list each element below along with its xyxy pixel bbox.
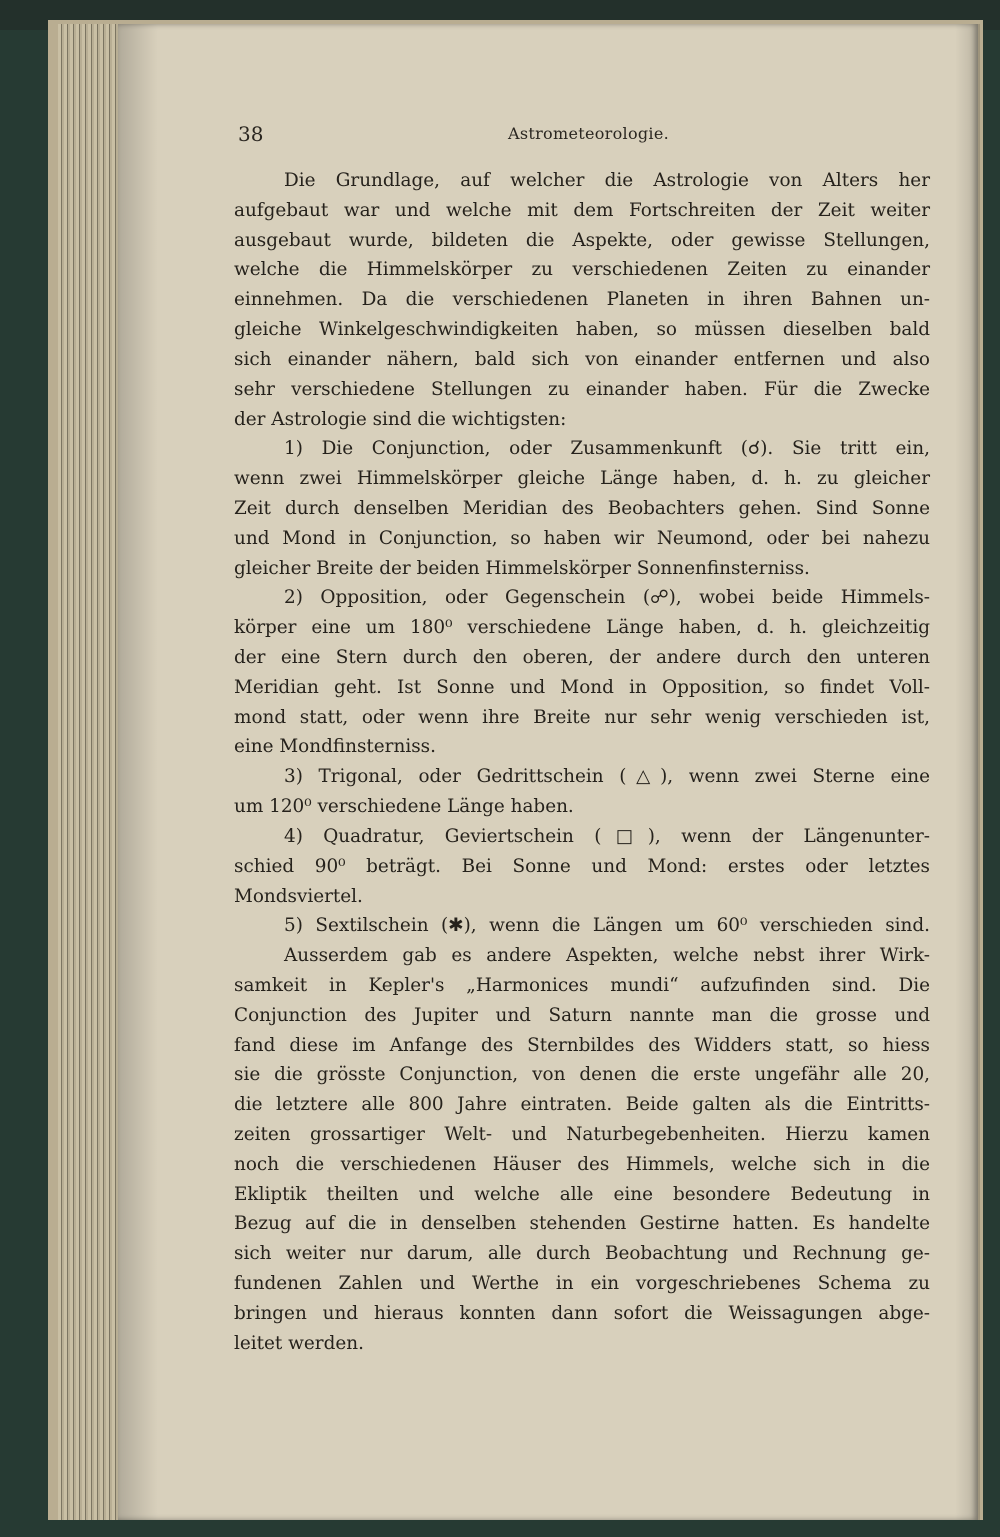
- page-number: 38: [238, 122, 264, 146]
- text-line: Ekliptik theilten und welche alle eine besondere Bedeutung in: [234, 1183, 930, 1205]
- text-line: der eine Stern durch den oberen, der andere durch den unteren: [234, 647, 930, 668]
- text-line: samkeit in Kepler's „Harmonices mundi“ aufzufinden sind. Die: [234, 974, 930, 996]
- running-title: Astrometeorologie.: [508, 124, 669, 143]
- text-line: zeiten grossartiger Welt- und Naturbegebenheiten. Hierzu kamen: [234, 1124, 930, 1145]
- running-header: [236, 120, 930, 150]
- text-line: Die Grundlage, auf welcher die Astrologie von Alters her: [284, 170, 930, 191]
- text-line: eine Mondfinsterniss.: [234, 736, 436, 758]
- text-line: Mondsviertel.: [234, 885, 363, 907]
- text-line: aufgebaut war und welche mit dem Fortschreiten der Zeit weiter: [234, 199, 930, 221]
- text-line: gleicher Breite der beiden Himmelskörper Sonnenfinsterniss.: [234, 557, 810, 579]
- text-line: Conjunction des Jupiter und Saturn nannte man die grosse und: [234, 1004, 930, 1026]
- text-line: welche die Himmelskörper zu verschiedenen Zeiten zu einander: [234, 259, 930, 281]
- text-line: einnehmen. Da die verschiedenen Planeten in ihren Bahnen un-: [234, 289, 930, 311]
- text-line: schied 90⁰ beträgt. Bei Sonne und Mond: erstes oder letztes: [234, 855, 930, 877]
- text-line: um 120⁰ verschiedene Länge haben.: [234, 796, 574, 818]
- text-line: bringen und hieraus konnten dann sofort die Weissagungen abge-: [234, 1302, 930, 1324]
- text-line: wenn zwei Himmelskörper gleiche Länge haben, d. h. zu gleicher: [234, 468, 930, 490]
- gutter-shadow: [118, 24, 158, 1520]
- text-line: 3) Trigonal, oder Gedrittschein (△), wenn zwei Sterne eine: [284, 766, 930, 788]
- text-line: 5) Sextilschein (✱), wenn die Längen um 60⁰ verschieden sind.: [284, 915, 930, 937]
- text-line: 4) Quadratur, Geviertschein (□), wenn der Längenunter-: [284, 825, 930, 847]
- text-line: gleiche Winkelgeschwindigkeiten haben, so müssen dieselben bald: [234, 319, 930, 341]
- text-line: sie die grösste Conjunction, von denen die erste ungefähr alle 20,: [234, 1064, 930, 1086]
- text-line: fundenen Zahlen und Werthe in ein vorgeschriebenes Schema zu: [234, 1273, 930, 1295]
- text-line: Zeit durch denselben Meridian des Beobachters gehen. Sind Sonne: [234, 497, 930, 519]
- text-line: der Astrologie sind die wichtigsten:: [234, 408, 567, 430]
- page-edge-shadow: [955, 24, 980, 1520]
- text-line: und Mond in Conjunction, so haben wir Neumond, oder bei nahezu: [234, 527, 930, 549]
- text-line: sich einander nähern, bald sich von einander entfernen und also: [234, 348, 930, 370]
- text-line: die letztere alle 800 Jahre eintraten. Beide galten als die Eintritts-: [234, 1094, 930, 1116]
- text-line: noch die verschiedenen Häuser des Himmels, welche sich in die: [234, 1153, 930, 1175]
- text-line: Meridian geht. Ist Sonne und Mond in Opposition, so findet Voll-: [234, 676, 930, 698]
- text-line: Ausserdem gab es andere Aspekten, welche nebst ihrer Wirk-: [284, 945, 930, 967]
- text-line: leitet werden.: [234, 1332, 364, 1354]
- text-line: fand diese im Anfange des Sternbildes des Widders statt, so hiess: [234, 1034, 930, 1056]
- text-line: sich weiter nur darum, alle durch Beobachtung und Rechnung ge-: [234, 1243, 930, 1265]
- text-line: 2) Opposition, oder Gegenschein (☍), wobei beide Himmels-: [284, 587, 930, 609]
- body-text: [234, 166, 930, 1359]
- text-line: Bezug auf die in denselben stehenden Gestirne hatten. Es handelte: [234, 1213, 930, 1235]
- text-line: mond statt, oder wenn ihre Breite nur sehr wenig verschieden ist,: [234, 706, 930, 728]
- text-line: 1) Die Conjunction, oder Zusammenkunft (☌). Sie tritt ein,: [284, 438, 930, 460]
- text-line: körper eine um 180⁰ verschiedene Länge haben, d. h. gleichzeitig: [234, 617, 930, 639]
- text-line: ausgebaut wurde, bildeten die Aspekte, oder gewisse Stellungen,: [234, 229, 930, 251]
- text-line: sehr verschiedene Stellungen zu einander haben. Für die Zwecke: [234, 378, 930, 400]
